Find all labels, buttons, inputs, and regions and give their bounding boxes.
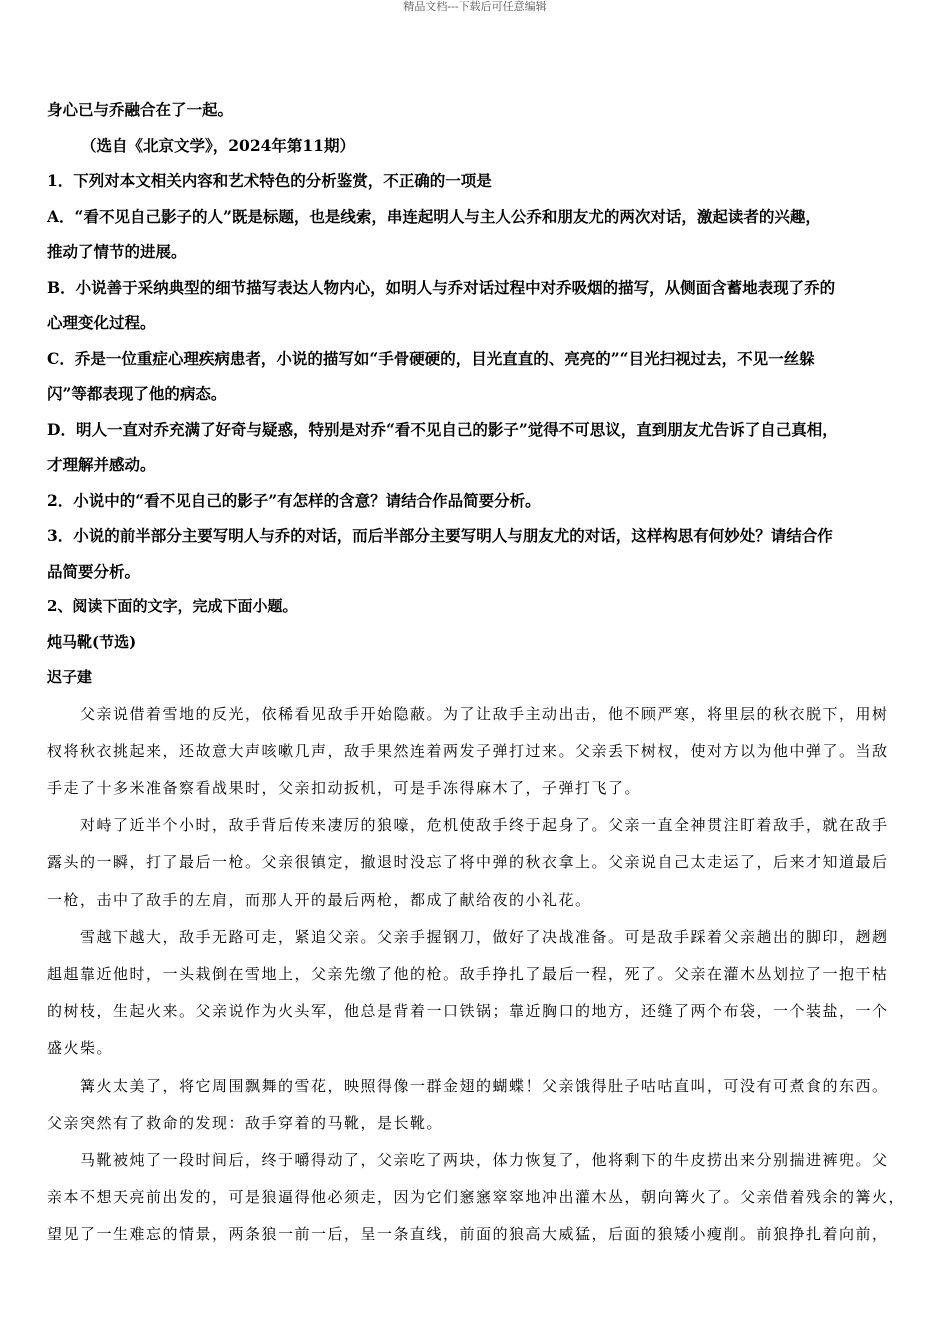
paragraph-3-line: 趄趄靠近他时，一头栽倒在雪地上，父亲先缴了他的枪。敌手挣扎了最后一程，死了。父亲在灌木丛划拉了一抱干枯	[47, 964, 889, 983]
paragraph-2-line: 露头的一瞬，打了最后一枪。父亲很镇定，撤退时没忘了将中弹的秋衣拿上。父亲说自己太走运了，后来才知道最后	[47, 853, 889, 872]
document-body	[47, 92, 907, 1254]
paragraph-3-line: 的树枝，生起火来。父亲说作为火头军，他总是背着一口铁锅；靠近胸口的地方，还缝了两个布袋，一个装盐，一个	[47, 1002, 889, 1021]
story-title: 炖马靴(节选)	[47, 632, 137, 651]
option-a-line-1: A．“看不见自己影子的人”既是标题，也是线索，串连起明人与主人公乔和朋友尤的两次对话，激起读者的兴趣，	[47, 206, 821, 226]
paragraph-4-line: 篝火太美了，将它周围飘舞的雪花，映照得像一群金翅的蝴蝶！父亲饿得肚子咕咕直叫，可没有可煮食的东西。	[80, 1076, 889, 1095]
page-header: 精品文档---下载后可任意编辑	[403, 0, 547, 13]
paragraph-5-line: 亲本不想天亮前出发的，可是狼逼得他必须走，因为它们窸窸窣窣地冲出灌木丛，朝向篝火了。父亲借着残余的篝火，	[47, 1188, 906, 1207]
section-2-intro: 2、阅读下面的文字，完成下面小题。	[47, 597, 298, 615]
paragraph-1-line: 手走了十多米准备察看战果时，父亲扣动扳机，可是手冻得麻木了，子弹打飞了。	[47, 778, 642, 797]
story-text	[47, 696, 907, 1254]
paragraph-2-line: 一枪，击中了敌手的左肩，而那人开的最后两枪，都成了献给夜的小礼花。	[47, 890, 592, 909]
option-b-line-1: B．小说善于采纳典型的细节描写表达人物内心，如明人与乔对话过程中对乔吸烟的描写，从侧面含蓄地表现了乔的	[47, 277, 836, 297]
question-2: 2．小说中的“看不见自己的影子”有怎样的含意？请结合作品简要分析。	[47, 490, 541, 510]
option-d-line-2: 才理解并感动。	[47, 455, 156, 474]
question-3-line-2: 品简要分析。	[47, 561, 141, 581]
paragraph-4-line: 父亲突然有了救命的发现：敌手穿着的马靴，是长靴。	[47, 1113, 444, 1132]
option-a-line-2: 推动了情节的进展。	[47, 242, 187, 261]
paragraph-5-line: 望见了一生难忘的情景，两条狼一前一后，呈一条直线，前面的狼高大威猛，后面的狼矮小瘦削。前狼挣扎着向前，	[47, 1225, 889, 1244]
paragraph-5-line: 马靴被炖了一段时间后，终于嚼得动了，父亲吃了两块，体力恢复了，他将剩下的牛皮捞出来分别揣进裤兜。父	[80, 1150, 889, 1169]
option-c-line-2: 闪”等都表现了他的病态。	[47, 384, 227, 403]
paragraph-1-line: 父亲说借着雪地的反光，依稀看见敌手开始隐蔽。为了让敌手主动出击，他不顾严寒，将里层的秋衣脱下，用树	[80, 704, 889, 723]
story-author: 迟子建	[47, 668, 93, 686]
question-3-line-1: 3．小说的前半部分主要写明人与乔的对话，而后半部分主要写明人与朋友尤的对话，这样构思有何妙处？请结合作	[47, 526, 833, 545]
paragraph-2-line: 对峙了近半个小时，敌手背后传来凄厉的狼嚎，危机使敌手终于起身了。父亲一直全神贯注盯着敌手，就在敌手	[80, 816, 889, 835]
option-d-line-1: D．明人一直对乔充满了好奇与疑惑，特别是对乔“看不见自己的影子”觉得不可思议，直到朋友尤告诉了自己真相，	[47, 419, 838, 439]
source-citation: （选自《北京文学》，2024年第11期）	[81, 135, 355, 155]
paragraph-3-line: 盛火柴。	[47, 1039, 114, 1058]
continuation-line: 身心已与乔融合在了一起。	[47, 100, 234, 119]
paragraph-1-line: 杈将秋衣挑起来，还故意大声咳嗽几声，敌手果然连着两发子弹打过来。父亲丢下树杈，使对方以为他中弹了。当敌	[47, 741, 889, 760]
option-c-line-1: C．乔是一位重症心理疾病患者，小说的描写如“手骨硬硬的，目光直直的、亮亮的”“目光扫视过去，不见一丝躲	[47, 348, 815, 368]
option-b-line-2: 心理变化过程。	[47, 313, 156, 332]
question-1-stem: 1．下列对本文相关内容和艺术特色的分析鉴赏，不正确的一项是	[47, 171, 492, 190]
paragraph-3-line: 雪越下越大，敌手无路可走，紧追父亲。父亲手握钢刀，做好了决战准备。可是敌手踩着父亲趟出的脚印，趔趔	[80, 927, 889, 946]
